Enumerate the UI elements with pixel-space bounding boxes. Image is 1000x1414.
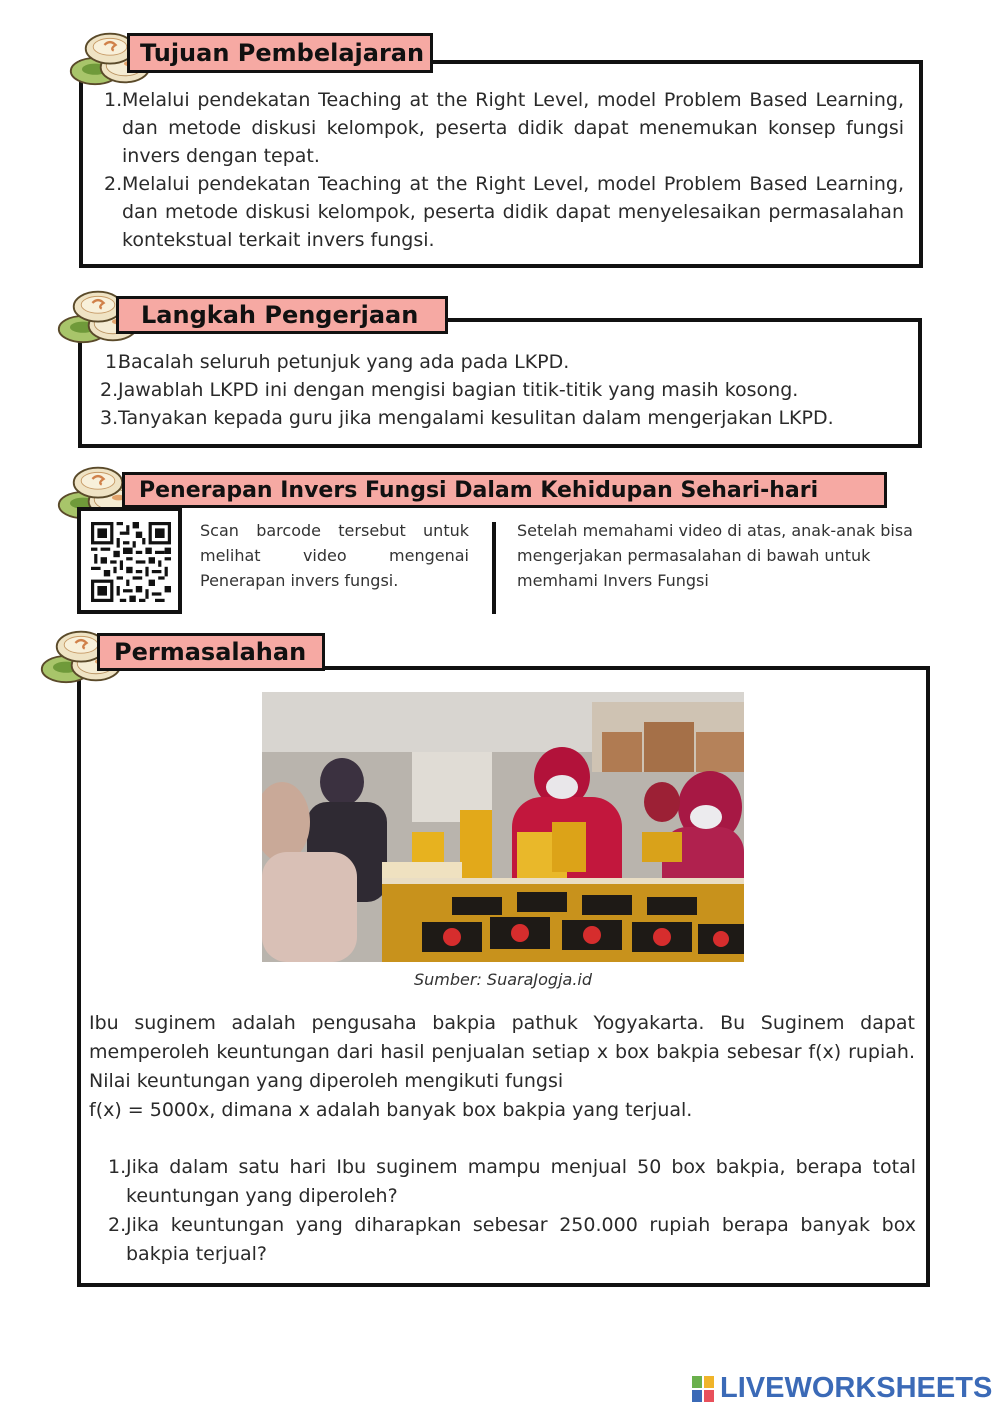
list-item — [100, 348, 915, 376]
question-number: 2. — [108, 1214, 127, 1236]
question-item — [108, 1211, 916, 1269]
langkah-title: Langkah Pengerjaan — [116, 296, 448, 334]
langkah-list — [100, 348, 915, 432]
tujuan-title: Tujuan Pembelajaran — [127, 33, 433, 73]
list-text: Jawablah LKPD ini dengan mengisi bagian titik-titik yang masih kosong. — [118, 379, 799, 401]
penerapan-title: Penerapan Invers Fungsi Dalam Kehidupan Sehari-hari — [122, 472, 887, 508]
function-text: f(x) = 5000x, dimana x adalah banyak box bakpia yang terjual. — [89, 1099, 693, 1121]
tujuan-list — [104, 86, 904, 254]
bakpia-shop-photo — [262, 692, 744, 962]
problem-paragraph — [89, 1009, 915, 1125]
list-text: Melalui pendekatan Teaching at the Right Level, model Problem Based Learning, dan metode diskusi kelompok, peserta didik dapat menemukan konsep fungsi invers dengan tepat. — [122, 89, 904, 167]
qr-code-icon — [91, 522, 171, 602]
divider — [492, 522, 496, 614]
list-text: Tanyakan kepada guru jika mengalami kesulitan dalam mengerjakan LKPD. — [118, 407, 834, 429]
list-number: 2. — [104, 173, 123, 195]
list-item — [104, 86, 904, 170]
list-number: 2. — [100, 379, 119, 401]
list-text: Melalui pendekatan Teaching at the Right Level, model Problem Based Learning, dan metode diskusi kelompok, peserta didik dapat menyelesaikan permasalahan kontekstual terkait invers fungsi. — [122, 173, 904, 251]
question-text: Jika dalam satu hari Ibu suginem mampu menjual 50 box bakpia, berapa total keuntungan yang diperoleh? — [126, 1156, 916, 1207]
question-item — [108, 1153, 916, 1211]
problem-text: Ibu suginem adalah pengusaha bakpia pathuk Yogyakarta. Bu Suginem dapat memperoleh keuntungan dari hasil penjualan setiap x box bakpia sebesar f(x) rupiah. Nilai keuntungan yang diperoleh mengikuti fungsi — [89, 1012, 915, 1092]
photo-caption: Sumber: SuaraJogja.id — [413, 970, 593, 989]
question-list — [108, 1153, 916, 1269]
liveworksheets-watermark[interactable] — [692, 1372, 992, 1405]
list-item — [100, 404, 915, 432]
list-item — [104, 170, 904, 254]
list-number: 1. — [104, 89, 123, 111]
permasalahan-title: Permasalahan — [97, 633, 325, 671]
watermark-text: LIVEWORKSHEETS — [720, 1372, 993, 1404]
after-video-text: Setelah memahami video di atas, anak-anak bisa mengerjakan permasalahan di bawah untuk memhami Invers Fungsi — [517, 521, 913, 590]
list-number: 1. — [105, 351, 124, 373]
question-text: Jika keuntungan yang diharapkan sebesar 250.000 rupiah berapa banyak box bakpia terjual? — [126, 1214, 916, 1265]
liveworksheets-logo-icon — [692, 1376, 714, 1402]
list-item — [100, 376, 915, 404]
list-number: 3. — [100, 407, 119, 429]
qr-code[interactable] — [77, 507, 182, 614]
scan-instruction: Scan barcode tersebut untuk melihat video mengenai Penerapan invers fungsi. — [200, 521, 469, 590]
list-text: Bacalah seluruh petunjuk yang ada pada LKPD. — [118, 351, 570, 373]
question-number: 1. — [108, 1156, 127, 1178]
